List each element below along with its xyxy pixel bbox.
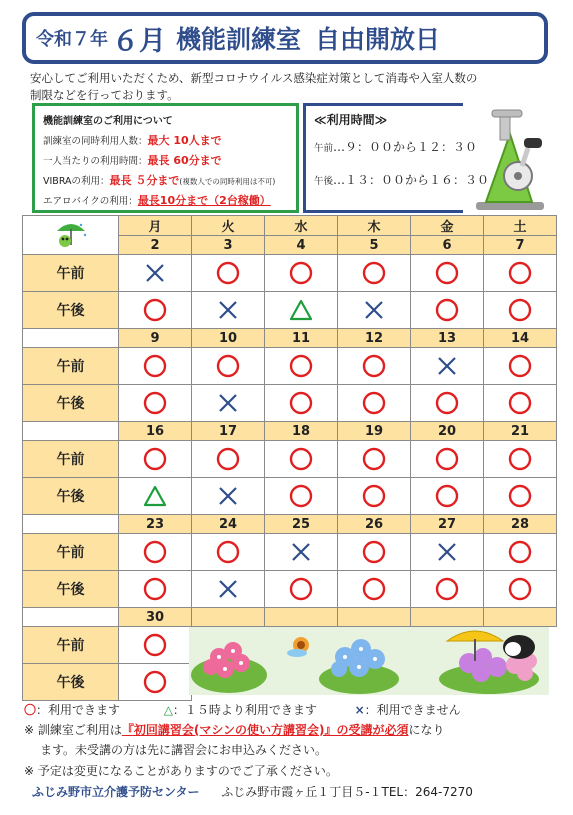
availability-cell (484, 534, 557, 571)
hours-morning-time: …９：００から１２：３０ (333, 140, 478, 154)
availability-cell (119, 292, 192, 329)
available-circle-icon (434, 576, 460, 602)
afternoon-label: 午後 (23, 478, 119, 515)
availability-cell (411, 478, 484, 515)
legend-cross-icon: × (354, 703, 365, 717)
usage-item (43, 191, 288, 211)
availability-cell (484, 478, 557, 515)
available-circle-icon (142, 669, 168, 695)
hours-morning (314, 138, 478, 155)
unavailable-cross-icon (215, 483, 241, 509)
usage-item-value: 最大 10人まで (147, 134, 222, 147)
note-training-course (24, 721, 445, 739)
page-title (22, 12, 548, 64)
hours-box (303, 103, 490, 213)
usage-item-note: (複数人での同時利用は不可) (179, 177, 276, 186)
morning-slot-row (23, 441, 557, 478)
available-circle-icon (434, 483, 460, 509)
availability-cell (265, 571, 338, 608)
available-circle-icon (288, 390, 314, 416)
available-circle-icon (215, 260, 241, 286)
hours-title: ≪利用時間≫ (314, 113, 388, 127)
available-circle-icon (142, 297, 168, 323)
legend-triangle-icon: △ (163, 703, 173, 717)
availability-cell (192, 348, 265, 385)
intro-text (30, 70, 550, 104)
afternoon-label: 午後 (23, 664, 119, 701)
availability-cell (119, 348, 192, 385)
morning-label: 午前 (23, 441, 119, 478)
availability-cell (484, 385, 557, 422)
available-circle-icon (507, 539, 533, 565)
date-cell: 16 (119, 422, 192, 441)
weekday-header: 金 (411, 216, 484, 236)
weekday-header-row (23, 216, 557, 236)
date-cell: 21 (484, 422, 557, 441)
afternoon-slot-row (23, 478, 557, 515)
intro-line-2: 制限などを行っております。 (30, 88, 179, 102)
availability-cell (411, 292, 484, 329)
usage-item (43, 131, 288, 151)
availability-cell (265, 478, 338, 515)
footer-address: ふじみ野市霞ヶ丘１丁目５-１TEL：264-7270 (221, 785, 473, 799)
unavailable-cross-icon (434, 539, 460, 565)
date-cell: 30 (119, 608, 192, 627)
note-schedule-change: ※ 予定は変更になることがありますのでご了承ください。 (24, 764, 338, 778)
available-circle-icon (361, 576, 387, 602)
date-cell: 7 (484, 236, 557, 255)
usage-item-label: 訓練室の同時利用人数： (43, 136, 148, 147)
availability-cell (484, 255, 557, 292)
availability-cell (265, 441, 338, 478)
availability-cell (265, 534, 338, 571)
available-circle-icon (361, 446, 387, 472)
available-circle-icon (215, 539, 241, 565)
date-cell: 5 (338, 236, 411, 255)
morning-label: 午前 (23, 255, 119, 292)
available-circle-icon (142, 539, 168, 565)
availability-cell (338, 478, 411, 515)
available-circle-icon (434, 446, 460, 472)
afternoon-label: 午後 (23, 385, 119, 422)
weekday-header: 月 (119, 216, 192, 236)
availability-cell (192, 534, 265, 571)
title-day-type: 自由開放日 (315, 25, 441, 54)
date-cell: 13 (411, 329, 484, 348)
date-row-spacer (23, 422, 119, 441)
morning-slot-row (23, 534, 557, 571)
legend (24, 701, 554, 718)
morning-slot-row (23, 255, 557, 292)
available-circle-icon (507, 260, 533, 286)
availability-cell (119, 664, 192, 701)
available-circle-icon (288, 483, 314, 509)
unavailable-cross-icon (215, 390, 241, 416)
footer-org: ふじみ野市立介護予防センター (32, 785, 200, 799)
usage-item-value: 最長 60分まで (147, 154, 222, 167)
partial-triangle-icon (142, 483, 168, 509)
available-circle-icon (288, 353, 314, 379)
availability-cell (119, 385, 192, 422)
available-circle-icon (361, 353, 387, 379)
unavailable-cross-icon (434, 353, 460, 379)
available-circle-icon (507, 297, 533, 323)
availability-cell (484, 348, 557, 385)
available-circle-icon (361, 539, 387, 565)
available-circle-icon (288, 576, 314, 602)
date-cell-empty (338, 608, 411, 627)
exercise-bike-icon (470, 106, 550, 216)
date-cell: 17 (192, 422, 265, 441)
date-row (23, 515, 557, 534)
date-cell: 25 (265, 515, 338, 534)
date-row-spacer (23, 608, 119, 627)
availability-cell (119, 571, 192, 608)
usage-item-value: 最長10分まで（2台稼働） (137, 194, 271, 207)
available-circle-icon (507, 390, 533, 416)
usage-item (43, 171, 288, 191)
availability-cell (484, 441, 557, 478)
weekday-header: 土 (484, 216, 557, 236)
unavailable-cross-icon (288, 539, 314, 565)
date-row-spacer (23, 515, 119, 534)
afternoon-label: 午後 (23, 571, 119, 608)
usage-item-label: VIBRAの利用： (43, 176, 110, 187)
date-cell-empty (265, 608, 338, 627)
available-circle-icon (288, 446, 314, 472)
date-cell: 20 (411, 422, 484, 441)
date-cell: 19 (338, 422, 411, 441)
usage-item (43, 151, 288, 171)
availability-cell (411, 348, 484, 385)
legend-circle-text: ：利用できます (36, 703, 121, 717)
date-row-spacer (23, 329, 119, 348)
availability-cell (338, 385, 411, 422)
morning-label: 午前 (23, 534, 119, 571)
title-month: ６月 (112, 25, 166, 57)
availability-cell (338, 292, 411, 329)
date-row (23, 329, 557, 348)
available-circle-icon (288, 260, 314, 286)
availability-cell (411, 534, 484, 571)
availability-cell (411, 255, 484, 292)
available-circle-icon (361, 260, 387, 286)
available-circle-icon (507, 483, 533, 509)
usage-item-value: 最長 ５分まで (109, 174, 180, 187)
note1-prefix: ※ 訓練室ご利用は (24, 723, 122, 737)
unavailable-cross-icon (215, 576, 241, 602)
date-cell-empty (192, 608, 265, 627)
availability-cell (411, 385, 484, 422)
availability-cell (338, 571, 411, 608)
note1-highlight: 『初回講習会(マシンの使い方講習会)』の受講が必須 (121, 723, 409, 737)
availability-cell (411, 441, 484, 478)
availability-cell (338, 534, 411, 571)
date-row (23, 608, 557, 627)
available-circle-icon (142, 353, 168, 379)
hours-morning-label: 午前 (314, 143, 334, 154)
available-circle-icon (434, 260, 460, 286)
availability-cell (119, 534, 192, 571)
available-circle-icon (215, 353, 241, 379)
afternoon-slot-row (23, 385, 557, 422)
note-training-course-line2: ます。未受講の方は先に講習会にお申込みください。 (40, 743, 328, 757)
usage-info-title: 機能訓練室のご利用について (43, 116, 173, 127)
availability-cell (265, 385, 338, 422)
weekday-header: 木 (338, 216, 411, 236)
frog-umbrella-icon (23, 216, 119, 255)
availability-cell (192, 292, 265, 329)
available-circle-icon (434, 390, 460, 416)
availability-cell (338, 255, 411, 292)
date-cell: 3 (192, 236, 265, 255)
date-cell: 23 (119, 515, 192, 534)
availability-cell (265, 255, 338, 292)
date-cell: 6 (411, 236, 484, 255)
morning-slot-row (23, 348, 557, 385)
availability-cell (119, 478, 192, 515)
availability-cell (411, 571, 484, 608)
availability-cell (338, 441, 411, 478)
date-cell-empty (411, 608, 484, 627)
available-circle-icon (507, 446, 533, 472)
date-cell: 4 (265, 236, 338, 255)
date-row (23, 422, 557, 441)
date-cell: 26 (338, 515, 411, 534)
hours-afternoon (314, 171, 490, 188)
available-circle-icon (142, 446, 168, 472)
availability-cell (119, 627, 192, 664)
available-circle-icon (507, 576, 533, 602)
usage-item-label: 一人当たりの利用時間： (43, 156, 148, 167)
availability-cell (192, 255, 265, 292)
availability-cell (484, 571, 557, 608)
weekday-header: 火 (192, 216, 265, 236)
legend-circle-icon: 〇 (24, 703, 37, 717)
date-cell: 11 (265, 329, 338, 348)
availability-cell (119, 255, 192, 292)
date-cell: 2 (119, 236, 192, 255)
unavailable-cross-icon (215, 297, 241, 323)
availability-cell (192, 385, 265, 422)
available-circle-icon (361, 390, 387, 416)
availability-cell (265, 292, 338, 329)
date-cell: 14 (484, 329, 557, 348)
unavailable-cross-icon (361, 297, 387, 323)
available-circle-icon (142, 632, 168, 658)
date-cell: 24 (192, 515, 265, 534)
availability-cell (265, 348, 338, 385)
availability-cell (192, 571, 265, 608)
usage-item-label: エアロバイクの利用： (43, 196, 138, 207)
date-cell: 12 (338, 329, 411, 348)
title-room: 機能訓練室 (176, 25, 302, 54)
afternoon-slot-row (23, 292, 557, 329)
availability-cell (119, 441, 192, 478)
partial-triangle-icon (288, 297, 314, 323)
intro-line-1: 安心してご利用いただくため、新型コロナウイルス感染症対策として消毒や入室人数の (30, 71, 478, 85)
weekday-header: 水 (265, 216, 338, 236)
date-cell: 9 (119, 329, 192, 348)
date-cell: 27 (411, 515, 484, 534)
afternoon-label: 午後 (23, 292, 119, 329)
note1-suffix: になり (408, 723, 445, 737)
availability-cell (192, 478, 265, 515)
available-circle-icon (215, 446, 241, 472)
footer (32, 783, 552, 800)
available-circle-icon (142, 390, 168, 416)
availability-cell (192, 441, 265, 478)
available-circle-icon (434, 297, 460, 323)
available-circle-icon (361, 483, 387, 509)
usage-info-box (32, 103, 299, 213)
hours-afternoon-time: …１３：００から１６：３０ (333, 173, 490, 187)
hours-afternoon-label: 午後 (314, 176, 334, 187)
availability-cell (338, 348, 411, 385)
available-circle-icon (507, 353, 533, 379)
available-circle-icon (142, 576, 168, 602)
title-era: 令和７年 (36, 29, 108, 50)
hydrangea-illustration (189, 627, 549, 695)
date-cell: 28 (484, 515, 557, 534)
date-cell: 18 (265, 422, 338, 441)
unavailable-cross-icon (142, 260, 168, 286)
date-cell: 10 (192, 329, 265, 348)
morning-label: 午前 (23, 627, 119, 664)
legend-cross-text: ：利用できません (364, 703, 461, 717)
afternoon-slot-row (23, 571, 557, 608)
availability-cell (484, 292, 557, 329)
morning-label: 午前 (23, 348, 119, 385)
legend-triangle-text: ：１５時より利用できます (172, 703, 317, 717)
date-cell-empty (484, 608, 557, 627)
